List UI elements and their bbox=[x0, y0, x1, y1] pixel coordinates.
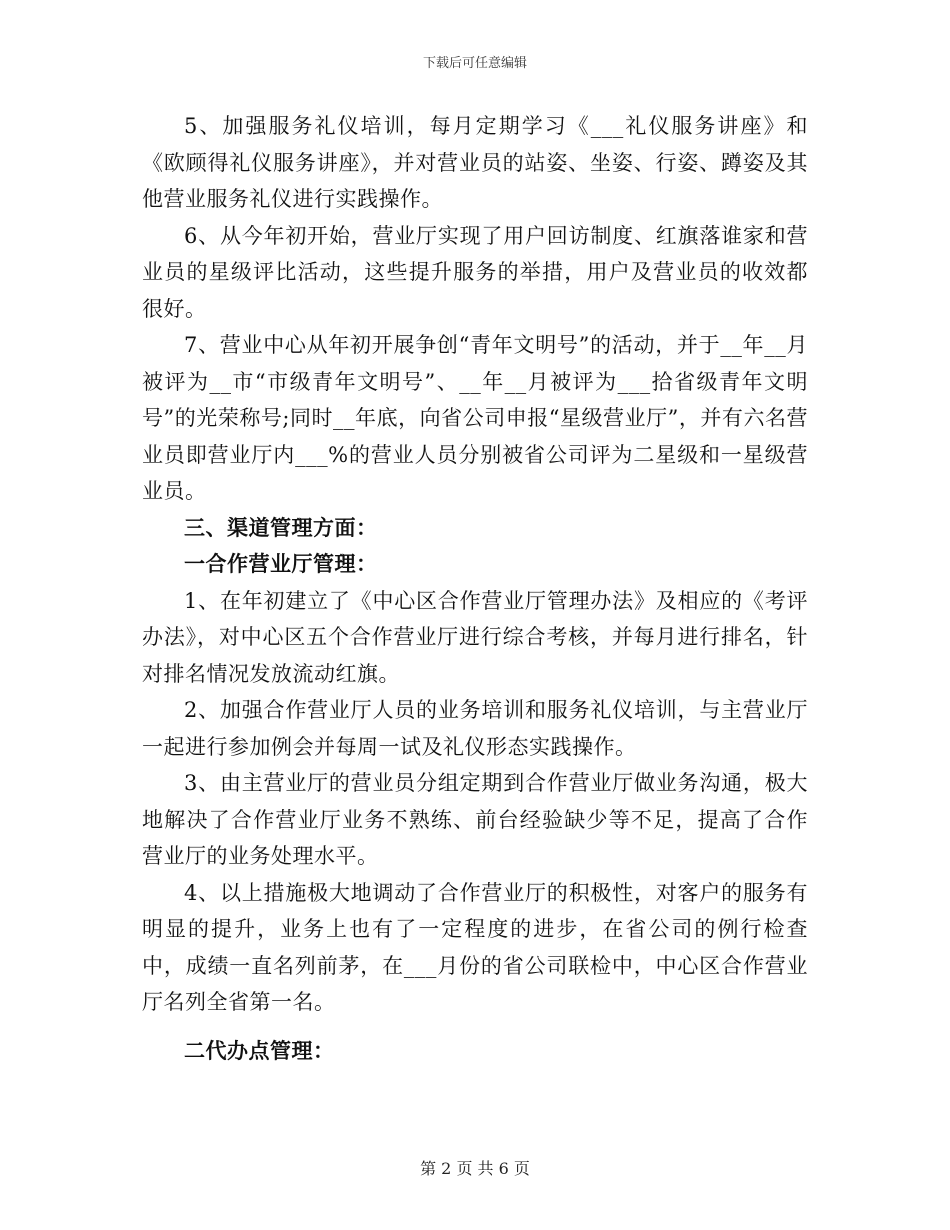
section-heading-channel-management: 三、渠道管理方面： bbox=[184, 515, 378, 540]
sub-heading-cooperative-halls: 一合作营业厅管理： bbox=[184, 552, 378, 576]
page-footer: 第 2 页 共 6 页 bbox=[420, 1159, 530, 1178]
paragraph-6: 6、从今年初开始，营业厅实现了用户回访制度、红旗落谁家和营业员的星级评比活动，这些提升服务的举措，用户及营业员的收效都很好。 bbox=[142, 223, 808, 321]
sub-paragraph-3: 3、由主营业厅的营业员分组定期到合作营业厅做业务沟通，极大地解决了合作营业厅业务不熟练、前台经验缺少等不足，提高了合作营业厅的业务处理水平。 bbox=[142, 771, 808, 868]
paragraph-7: 7、营业中心从年初开展争创“青年文明号”的活动，并于__年__月被评为__市“市级青年文明号”、__年__月被评为___拾省级青年文明号”的光荣称号;同时__年底，向省公司申报“星级营业厅”，并有六名营业员即营业厅内___%的营业人员分别被省公司评为二星级和一星级营业员。 bbox=[142, 333, 808, 503]
sub-paragraph-1: 1、在年初建立了《中心区合作营业厅管理办法》及相应的《考评办法》，对中心区五个合作营业厅进行综合考核，并每月进行排名，针对排名情况发放流动红旗。 bbox=[142, 588, 808, 686]
page-header: 下载后可任意编辑 bbox=[422, 56, 527, 71]
sub-paragraph-4: 4、以上措施极大地调动了合作营业厅的积极性，对客户的服务有明显的提升，业务上也有了一定程度的进步，在省公司的例行检查中，成绩一直名列前茅，在___月份的省公司联检中，中心区合作营业厅名列全省第一名。 bbox=[142, 880, 808, 1014]
document-body bbox=[142, 108, 808, 1069]
sub-paragraph-2: 2、加强合作营业厅人员的业务培训和服务礼仪培训，与主营业厅一起进行参加例会并每周一试及礼仪形态实践操作。 bbox=[142, 698, 808, 759]
paragraph-5: 5、加强服务礼仪培训，每月定期学习《___礼仪服务讲座》和《欧顾得礼仪服务讲座》，并对营业员的站姿、坐姿、行姿、蹲姿及其他营业服务礼仪进行实践操作。 bbox=[142, 114, 808, 211]
sub-heading-agency-points: 二代办点管理： bbox=[184, 1038, 335, 1063]
